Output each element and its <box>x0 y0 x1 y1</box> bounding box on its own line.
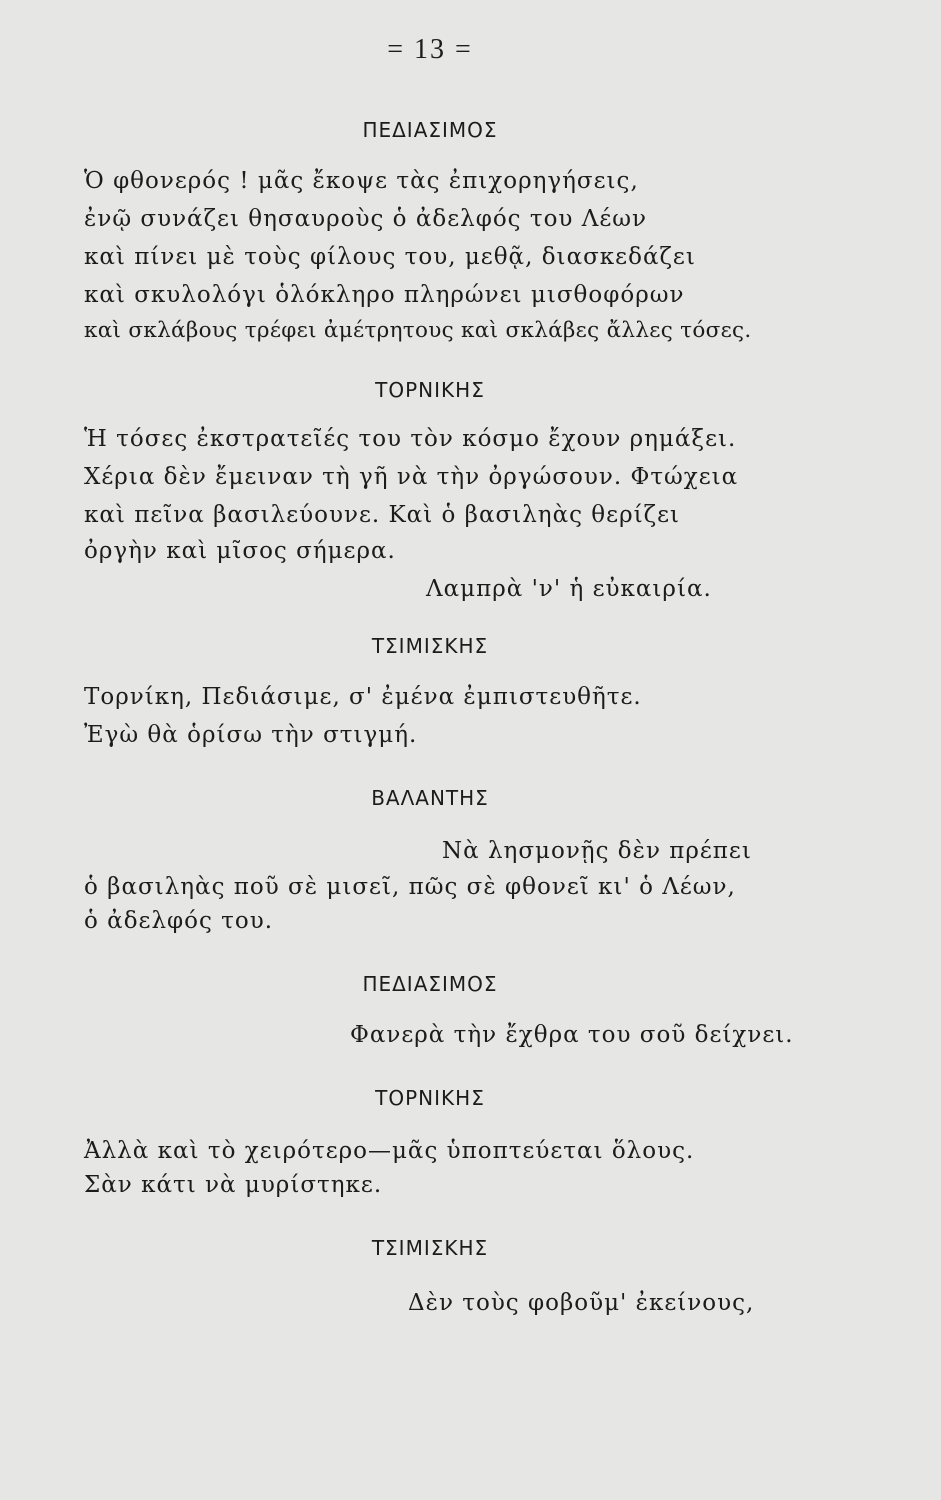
speaker-name: ΠΕΔΙΑΣΙΜΟΣ <box>362 972 498 996</box>
verse-line: ὀργὴν καὶ μῖσος σήμερα. <box>84 538 396 564</box>
verse-line: Ἡ τόσες ἐκστρατεῖές του τὸν κόσμο ἔχουν ρημάξει. <box>84 426 737 452</box>
speaker-name: ΤΟΡΝΙΚΗΣ <box>375 1086 485 1110</box>
verse-line: Χέρια δὲν ἔμειναν τὴ γῆ νὰ τὴν ὀργώσουν. Φτώχεια <box>84 464 739 490</box>
verse-line: Ἐγὼ θὰ ὁρίσω τὴν στιγμή. <box>84 722 418 748</box>
verse-line: καὶ πίνει μὲ τοὺς φίλους του, μεθᾷ, διασκεδάζει <box>84 244 696 270</box>
verse-line: Φανερὰ τὴν ἔχθρα του σοῦ δείχνει. <box>350 1022 794 1048</box>
verse-line: Νὰ λησμονῇς δὲν πρέπει <box>442 838 752 864</box>
verse-line: ὁ ἀδελφός του. <box>84 908 274 934</box>
verse-line: Λαμπρὰ 'ν' ἡ εὐκαιρία. <box>426 576 712 602</box>
verse-line: Ἀλλὰ καὶ τὸ χειρότερο—μᾶς ὑποπτεύεται ὅλους. <box>84 1138 695 1164</box>
speaker-name: ΒΑΛΑΝΤΗΣ <box>371 786 489 810</box>
verse-line: καὶ πεῖνα βασιλεύουνε. Καὶ ὁ βασιληὰς θερίζει <box>84 502 681 528</box>
speaker-name: ΠΕΔΙΑΣΙΜΟΣ <box>362 118 498 142</box>
verse-line: Τορνίκη, Πεδιάσιμε, σ' ἐμένα ἐμπιστευθῆτε. <box>84 684 642 710</box>
page-number: = 13 = <box>387 34 473 65</box>
speaker-name: ΤΣΙΜΙΣΚΗΣ <box>371 634 489 658</box>
speaker-name: ΤΟΡΝΙΚΗΣ <box>375 378 485 402</box>
verse-line: ὁ βασιληὰς ποῦ σὲ μισεῖ, πῶς σὲ φθονεῖ κι' ὁ Λέων, <box>84 874 736 900</box>
verse-line: Ὁ φθονερός ! μᾶς ἔκοψε τὰς ἐπιχορηγήσεις, <box>84 168 639 194</box>
verse-line: Δὲν τοὺς φοβοῦμ' ἐκείνους, <box>408 1290 755 1316</box>
verse-line: καὶ σκλάβους τρέφει ἀμέτρητους καὶ σκλάβες ἄλλες τόσες. <box>84 318 752 343</box>
verse-line: Σὰν κάτι νὰ μυρίστηκε. <box>84 1172 383 1198</box>
verse-line: καὶ σκυλολόγι ὁλόκληρο πληρώνει μισθοφόρων <box>84 282 685 308</box>
speaker-name: ΤΣΙΜΙΣΚΗΣ <box>371 1236 489 1260</box>
verse-line: ἐνῷ συνάζει θησαυροὺς ὁ ἀδελφός του Λέων <box>84 206 647 232</box>
